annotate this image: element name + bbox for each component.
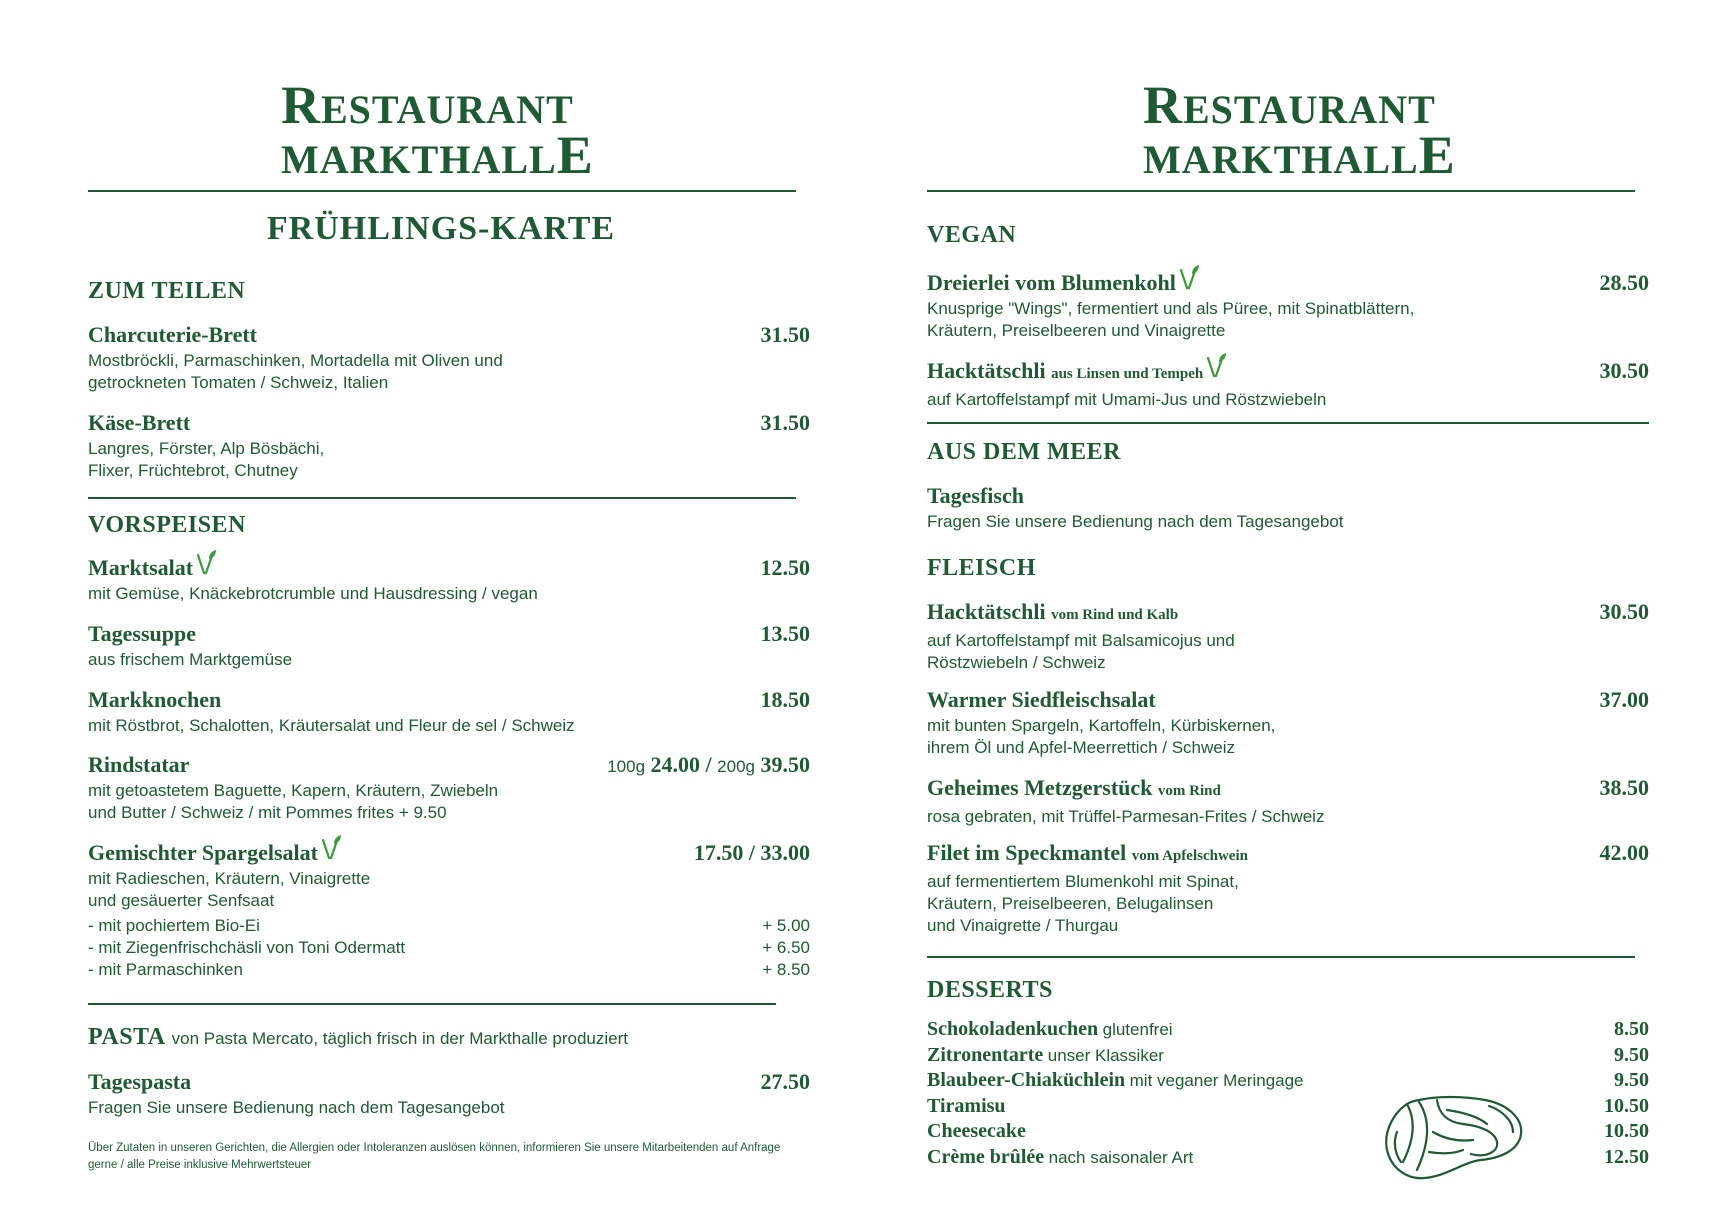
menu-item <box>88 320 810 394</box>
divider <box>88 497 796 499</box>
item-description: Langres, Förster, Alp Bösbächi, Flixer, Früchtebrot, Chutney <box>88 439 325 480</box>
item-description: mit Röstbrot, Schalotten, Kräutersalat und Fleur de sel / Schweiz <box>88 716 575 735</box>
item-description: Mostbröckli, Parmaschinken, Mortadella mit Oliven und getrockneten Tomaten / Schweiz, Italien <box>88 351 503 392</box>
item-price: 27.50 <box>760 1069 810 1094</box>
menu-item <box>88 619 810 671</box>
menu-item <box>88 1067 810 1119</box>
item-name: Rindstatar <box>88 752 190 777</box>
section-title-vorspeisen: VORSPEISEN <box>88 512 246 538</box>
menu-item <box>88 750 810 824</box>
leaf-v-icon <box>1178 264 1200 290</box>
menu-item <box>88 685 810 737</box>
allergy-footnote: Über Zutaten in unseren Gerichten, die Allergien oder Intoleranzen auslösen können, informieren Sie unsere Mitarbeitenden auf Anfrage gerne / alle Preise inklusive Mehrwertsteuer <box>88 1142 781 1171</box>
item-name: Warmer Siedfleischsalat <box>927 687 1156 712</box>
divider <box>927 422 1649 424</box>
restaurant-logo: RESTAURANT MARKTHALLE <box>281 75 594 185</box>
section-title-fleisch: FLEISCH <box>927 555 1036 581</box>
section-title-vegan: VEGAN <box>927 222 1017 248</box>
item-price: 31.50 <box>760 322 810 347</box>
menu-item <box>88 553 810 605</box>
menu-item <box>927 838 1649 937</box>
item-description: Knusprige "Wings", fermentiert und als Püree, mit Spinatblättern, Kräutern, Preiselbeeren und Vinaigrette <box>927 299 1415 340</box>
item-name: Tagespasta <box>88 1069 192 1094</box>
leaf-v-icon <box>1205 352 1227 378</box>
item-description: Fragen Sie unsere Bedienung nach dem Tagesangebot <box>88 1098 505 1117</box>
divider <box>88 1003 776 1005</box>
menu-title: FRÜHLINGS-KARTE <box>266 210 616 247</box>
dessert-item: Schokoladenkuchen glutenfrei 8.50 <box>927 1018 1649 1040</box>
menu-item <box>927 773 1649 828</box>
section-title-aus-dem-meer: AUS DEM MEER <box>927 439 1122 465</box>
left-menu-page <box>88 0 848 1218</box>
item-description: Fragen Sie unsere Bedienung nach dem Tagesangebot <box>927 512 1344 531</box>
item-price: 31.50 <box>760 410 810 435</box>
dessert-item: Cheesecake 10.50 <box>927 1120 1649 1142</box>
item-price: 30.50 <box>1599 599 1649 624</box>
item-price: 13.50 <box>760 621 810 646</box>
extras-list <box>88 915 810 981</box>
item-description: auf Kartoffelstampf mit Umami-Jus und Röstzwiebeln <box>927 390 1327 409</box>
section-title-pasta: PASTA von Pasta Mercato, täglich frisch in der Markthalle produziert <box>88 1024 628 1050</box>
right-menu-page <box>927 0 1687 1218</box>
item-price: 28.50 <box>1599 270 1649 295</box>
item-description: mit Radieschen, Kräutern, Vinaigrette und gesäuerter Senfsaat <box>88 869 371 910</box>
item-price: 30.50 <box>1599 358 1649 383</box>
item-description: auf Kartoffelstampf mit Balsamicojus und Röstzwiebeln / Schweiz <box>927 631 1235 672</box>
item-name: Gemischter Spargelsalat <box>88 838 810 868</box>
item-name: Charcuterie-Brett <box>88 322 258 347</box>
dessert-item: Tiramisu 10.50 <box>927 1094 1649 1117</box>
item-price: 37.00 <box>1599 687 1649 712</box>
divider <box>927 956 1635 958</box>
item-name: Filet im Speckmantel vom Apfelschwein <box>927 840 1248 865</box>
extra-option: - mit Ziegenfrischchäsli von Toni Odermatt + 6.50 <box>88 938 810 957</box>
extra-option: - mit pochiertem Bio-Ei + 5.00 <box>88 916 810 935</box>
extra-option: - mit Parmaschinken + 8.50 <box>88 960 810 979</box>
menu-item <box>927 356 1649 411</box>
item-name: Tagessuppe <box>88 621 197 646</box>
menu-item <box>927 268 1649 342</box>
item-price: 18.50 <box>760 687 810 712</box>
item-description: aus frischem Marktgemüse <box>88 650 293 669</box>
menu-item <box>88 408 810 482</box>
item-name: Geheimes Metzgerstück vom Rind <box>927 775 1221 800</box>
menu-item <box>927 481 1649 533</box>
divider <box>927 190 1635 192</box>
item-name: Dreierlei vom Blumenkohl <box>927 268 1649 298</box>
item-name: Markknochen <box>88 687 222 712</box>
restaurant-logo: RESTAURANT MARKTHALLE <box>1143 75 1456 185</box>
leaf-v-icon <box>320 834 342 860</box>
item-description: rosa gebraten, mit Trüffel-Parmesan-Frites / Schweiz <box>927 807 1325 826</box>
item-description: mit bunten Spargeln, Kartoffeln, Kürbiskernen, ihrem Öl und Apfel-Meerrettich / Schweiz <box>927 716 1276 757</box>
item-name: Hacktätschli vom Rind und Kalb <box>927 599 1179 624</box>
section-title-desserts: DESSERTS <box>927 977 1053 1003</box>
dessert-item: Blaubeer-Chiaküchlein mit veganer Meringage 9.50 <box>927 1069 1649 1091</box>
item-description: auf fermentiertem Blumenkohl mit Spinat, Kräutern, Preiselbeeren, Belugalinsen und Vinaigrette / Thurgau <box>927 872 1239 935</box>
item-name: Marktsalat <box>88 553 810 583</box>
menu-item <box>88 838 810 981</box>
item-price: 100g 24.00 / 200g 39.50 <box>607 752 810 777</box>
item-description: mit getoastetem Baguette, Kapern, Kräutern, Zwiebeln und Butter / Schweiz / mit Pommes frites + 9.50 <box>88 781 499 822</box>
menu-item <box>927 685 1649 759</box>
dessert-item: Crème brûlée nach saisonaler Art 12.50 <box>927 1145 1649 1168</box>
item-price: 17.50 / 33.00 <box>693 840 810 865</box>
leaf-v-icon <box>195 549 217 575</box>
item-description: mit Gemüse, Knäckebrotcrumble und Hausdressing / vegan <box>88 584 538 603</box>
oyster-illustration <box>1377 1092 1527 1184</box>
menu-item <box>927 597 1649 674</box>
dessert-list <box>927 1017 1649 1170</box>
dessert-item: Zitronentarte unser Klassiker 9.50 <box>927 1043 1649 1066</box>
item-name: Käse-Brett <box>88 410 191 435</box>
item-price: 38.50 <box>1599 775 1649 800</box>
item-price: 42.00 <box>1599 840 1649 865</box>
item-name: Tagesfisch <box>927 483 1024 508</box>
item-price: 12.50 <box>760 555 810 580</box>
item-name: Hacktätschli aus Linsen und Tempeh <box>927 356 1649 389</box>
divider <box>88 190 796 192</box>
section-title-zum-teilen: ZUM TEILEN <box>88 278 246 304</box>
